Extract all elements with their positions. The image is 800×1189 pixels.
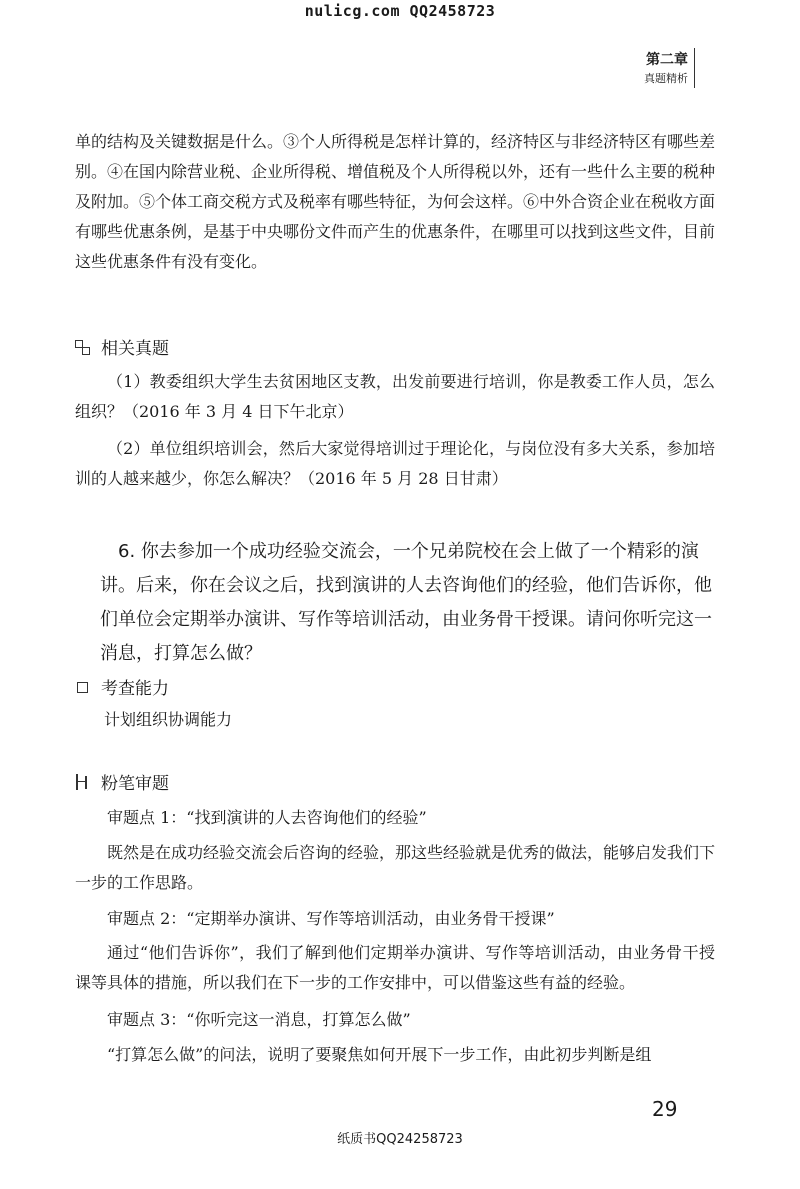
section-label: 真题精析: [644, 72, 688, 85]
watermark-top: nulicg.com QQ2458723: [304, 2, 496, 20]
review-point-title: 审题点 3：“你听完这一消息，打算怎么做”: [107, 1010, 411, 1029]
related-heading: [75, 334, 169, 359]
pen-review-icon: [75, 774, 91, 790]
ability-heading: [75, 674, 169, 699]
running-head: [644, 50, 688, 88]
ability-content: 计划组织协调能力: [104, 710, 233, 729]
review-point-text: 通过“他们告诉你”，我们了解到他们定期举办演讲、写作等培训活动，由业务骨干授课等具体的措施，所以我们在下一步的工作安排中，可以借鉴这些有益的经验。: [75, 943, 715, 992]
related-item: （1）教委组织大学生去贫困地区支教，出发前要进行培训，你是教委工作人员，怎么组织？（2016 年 3 月 4 日下午北京）: [75, 372, 715, 421]
chapter-label: 第二章: [646, 52, 688, 68]
review-point-title: 审题点 2：“定期举办演讲、写作等培训活动，由业务骨干授课”: [107, 909, 555, 928]
ability-title: 考查能力: [101, 679, 169, 699]
ability-box-icon: [75, 679, 91, 695]
related-questions-icon: [75, 339, 91, 355]
related-title: 相关真题: [101, 339, 169, 359]
page-number: 29: [652, 1097, 678, 1121]
watermark-bottom: 纸质书QQ24258723: [337, 1132, 463, 1147]
question-text: 6. 你去参加一个成功经验交流会，一个兄弟院校在会上做了一个精彩的演讲。后来，你在会议之后，找到演讲的人去咨询他们的经验，他们告诉你，他们单位会定期举办演讲、写作等培训活动，由业务骨干授课。请问你听完这一消息，打算怎么做？: [100, 541, 712, 664]
analysis-title: 粉笔审题: [101, 774, 169, 794]
review-point-text: “打算怎么做”的问法，说明了要聚焦如何开展下一步工作，由此初步判断是组: [107, 1045, 652, 1064]
analysis-heading: [75, 769, 169, 794]
intro-paragraph: 单的结构及关键数据是什么。③个人所得税是怎样计算的，经济特区与非经济特区有哪些差别。④在国内除营业税、企业所得税、增值税及个人所得税以外，还有一些什么主要的税种及附加。⑤个体工商交税方式及税率有哪些特征，为何会这样。⑥中外合资企业在税收方面有哪些优惠条例，是基于中央哪份文件而产生的优惠条件，在哪里可以找到这些文件，目前这些优惠条件有没有变化。: [75, 132, 716, 271]
related-item: （2）单位组织培训会，然后大家觉得培训过于理论化，与岗位没有多大关系，参加培训的人越来越少，你怎么解决？（2016 年 5 月 28 日甘肃）: [75, 439, 715, 488]
header-rule: [694, 48, 695, 88]
review-point-text: 既然是在成功经验交流会后咨询的经验，那这些经验就是优秀的做法，能够启发我们下一步的工作思路。: [75, 843, 716, 892]
review-point-title: 审题点 1：“找到演讲的人去咨询他们的经验”: [107, 808, 427, 827]
